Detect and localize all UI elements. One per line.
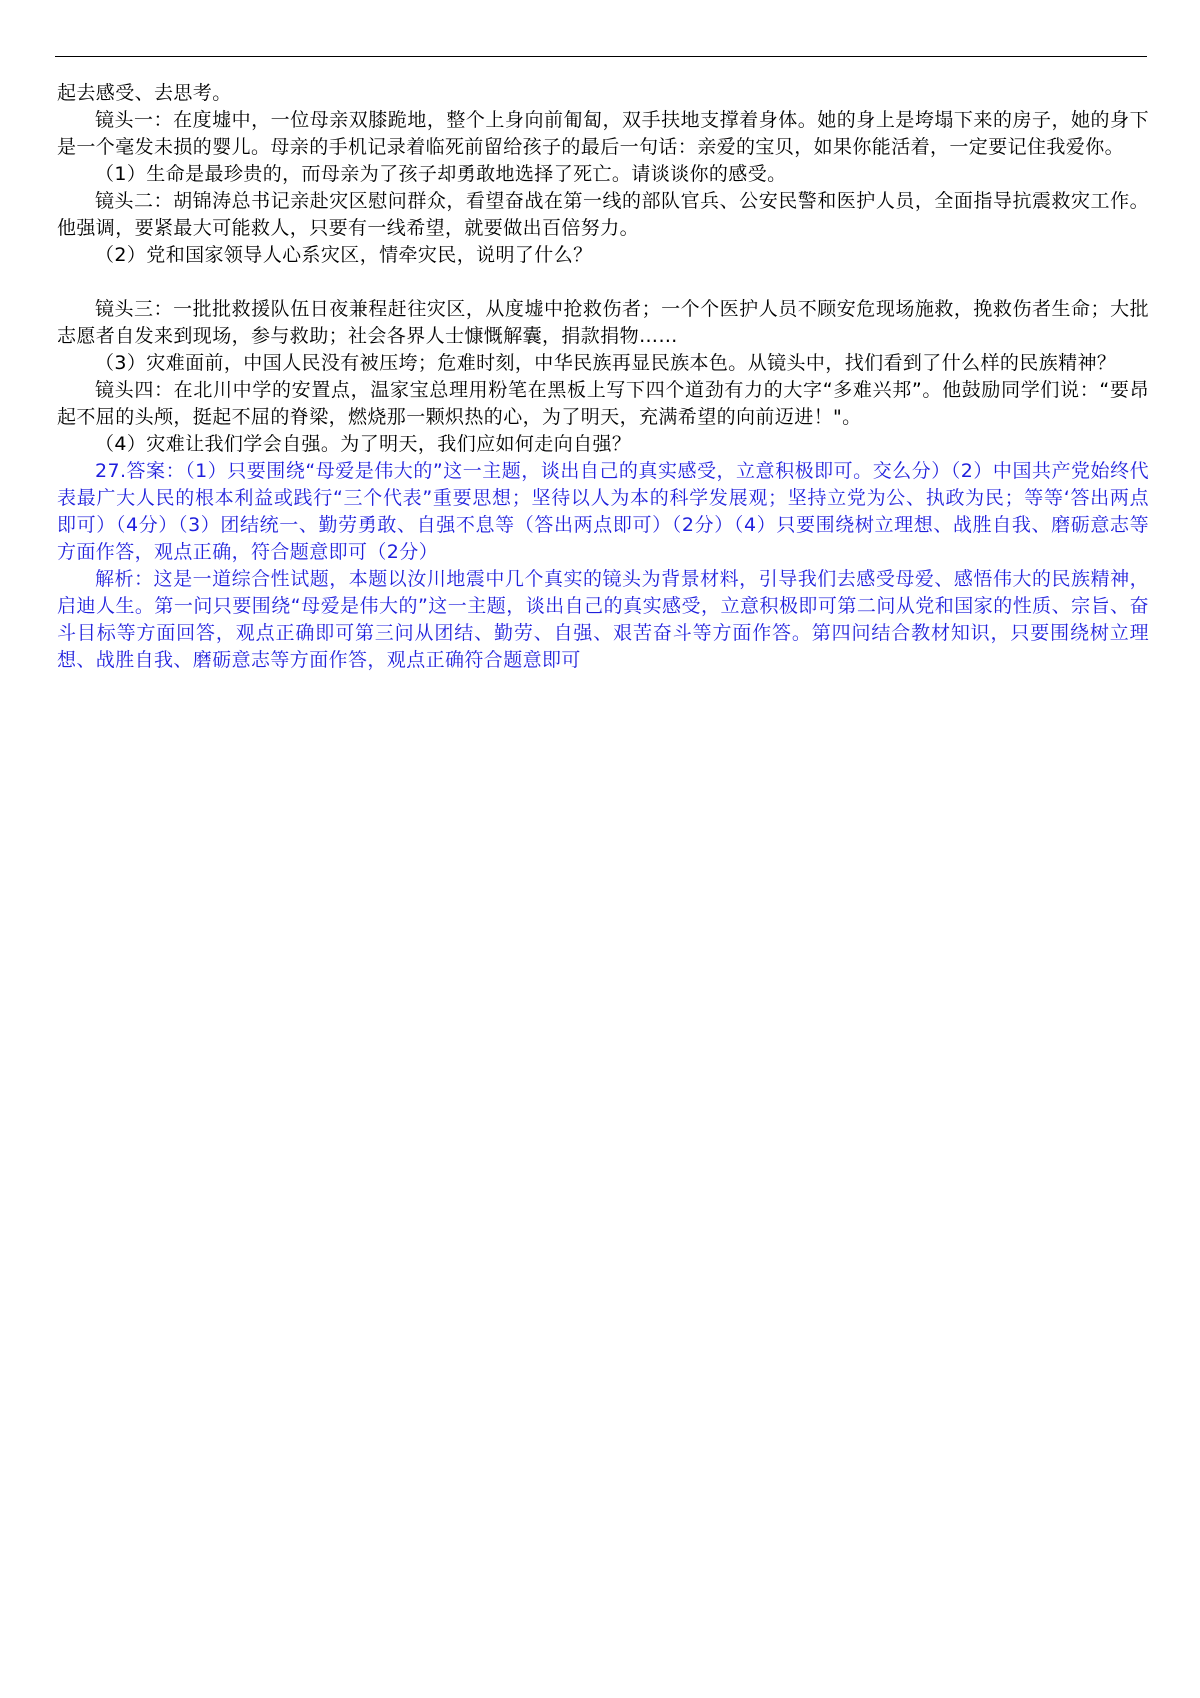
scene-two-paragraph: 镜头二：胡锦涛总书记亲赴灾区慰问群众，看望奋战在第一线的部队官兵、公安民警和医护人员，全面指导抗震救灾工作。他强调，要紧最大可能救人，只要有一线希望，就要做出百倍努力。 (57, 190, 1149, 239)
paragraph-continuation: 起去感受、去思考。 (57, 82, 232, 104)
header-rule (55, 56, 1147, 57)
answer-paragraph: 27.答案：（1）只要围绕“母爱是伟大的”这一主题，谈出自己的真实感受，立意积极即可。交么分）（2）中国共产党始终代表最广大人民的根本利益或践行“三个代表”重要思想；坚待以人为本的科学发展观；坚持立党为公、执政为民；等等‘答出两点即可）（4分）（3）团结统一、勤劳勇敢、自强不息等（答出两点即可）（2分）（4）只要围绕树立理想、战胜自我、磨砺意志等方面作答，观点正确，符合题意即可（2分） (57, 460, 1149, 563)
scene-three-paragraph: 镜头三：一批批救援队伍日夜兼程赶往灾区，从度墟中抢救伤者；一个个医护人员不顾安危现场施救，挽救伤者生命；大批志愿者自发来到现场，参与救助；社会各界人士慷慨解囊，捐款捐物…… (57, 298, 1149, 347)
question-four: （4）灾难让我们学会自强。为了明天，我们应如何走向自强？ (95, 433, 632, 455)
question-two: （2）党和国家领导人心系灾区，情牵灾民，说明了什么？ (95, 244, 593, 266)
analysis-paragraph: 解析：这是一道综合性试题，本题以汝川地震中几个真实的镜头为背景材料，引导我们去感受母爱、感悟伟大的民族精神，启迪人生。第一问只要围绕“母爱是伟大的”这一主题，谈出自己的真实感受，立意积极即可第二问从党和国家的性质、宗旨、奋斗目标等方面回答，观点正确即可第三问从团结、勤劳、自强、艰苦奋斗等方面作答。第四问结合教材知识，只要围绕树立理想、战胜自我、磨砺意志等方面作答，观点正确符合题意即可 (57, 568, 1149, 671)
question-three: （3）灾难面前，中国人民没有被压垮；危难时刻，中华民族再显民族本色。从镜头中，找们看到了什么样的民族精神？ (95, 352, 1117, 374)
blank-line (57, 269, 1149, 296)
scene-four-paragraph: 镜头四：在北川中学的安置点，温家宝总理用粉笔在黑板上写下四个道劲有力的大字“多难兴邦”。他鼓励同学们说：“要昂起不屈的头颅，挺起不屈的脊梁，燃烧那一颗炽热的心，为了明天，充满希望的向前迈进！"。 (57, 379, 1149, 428)
scene-one-paragraph: 镜头一：在度墟中，一位母亲双膝跪地，整个上身向前匍匐，双手扶地支撑着身体。她的身上是垮塌下来的房子，她的身下是一个毫发未损的婴儿。母亲的手机记录着临死前留给孩子的最后一句话：亲爱的宝贝，如果你能活着，一定要记住我爱你。 (57, 109, 1149, 158)
question-one: （1）生命是最珍贵的，而母亲为了孩子却勇敢地选择了死亡。请谈谈你的感受。 (95, 163, 787, 185)
document-body (57, 80, 1149, 674)
